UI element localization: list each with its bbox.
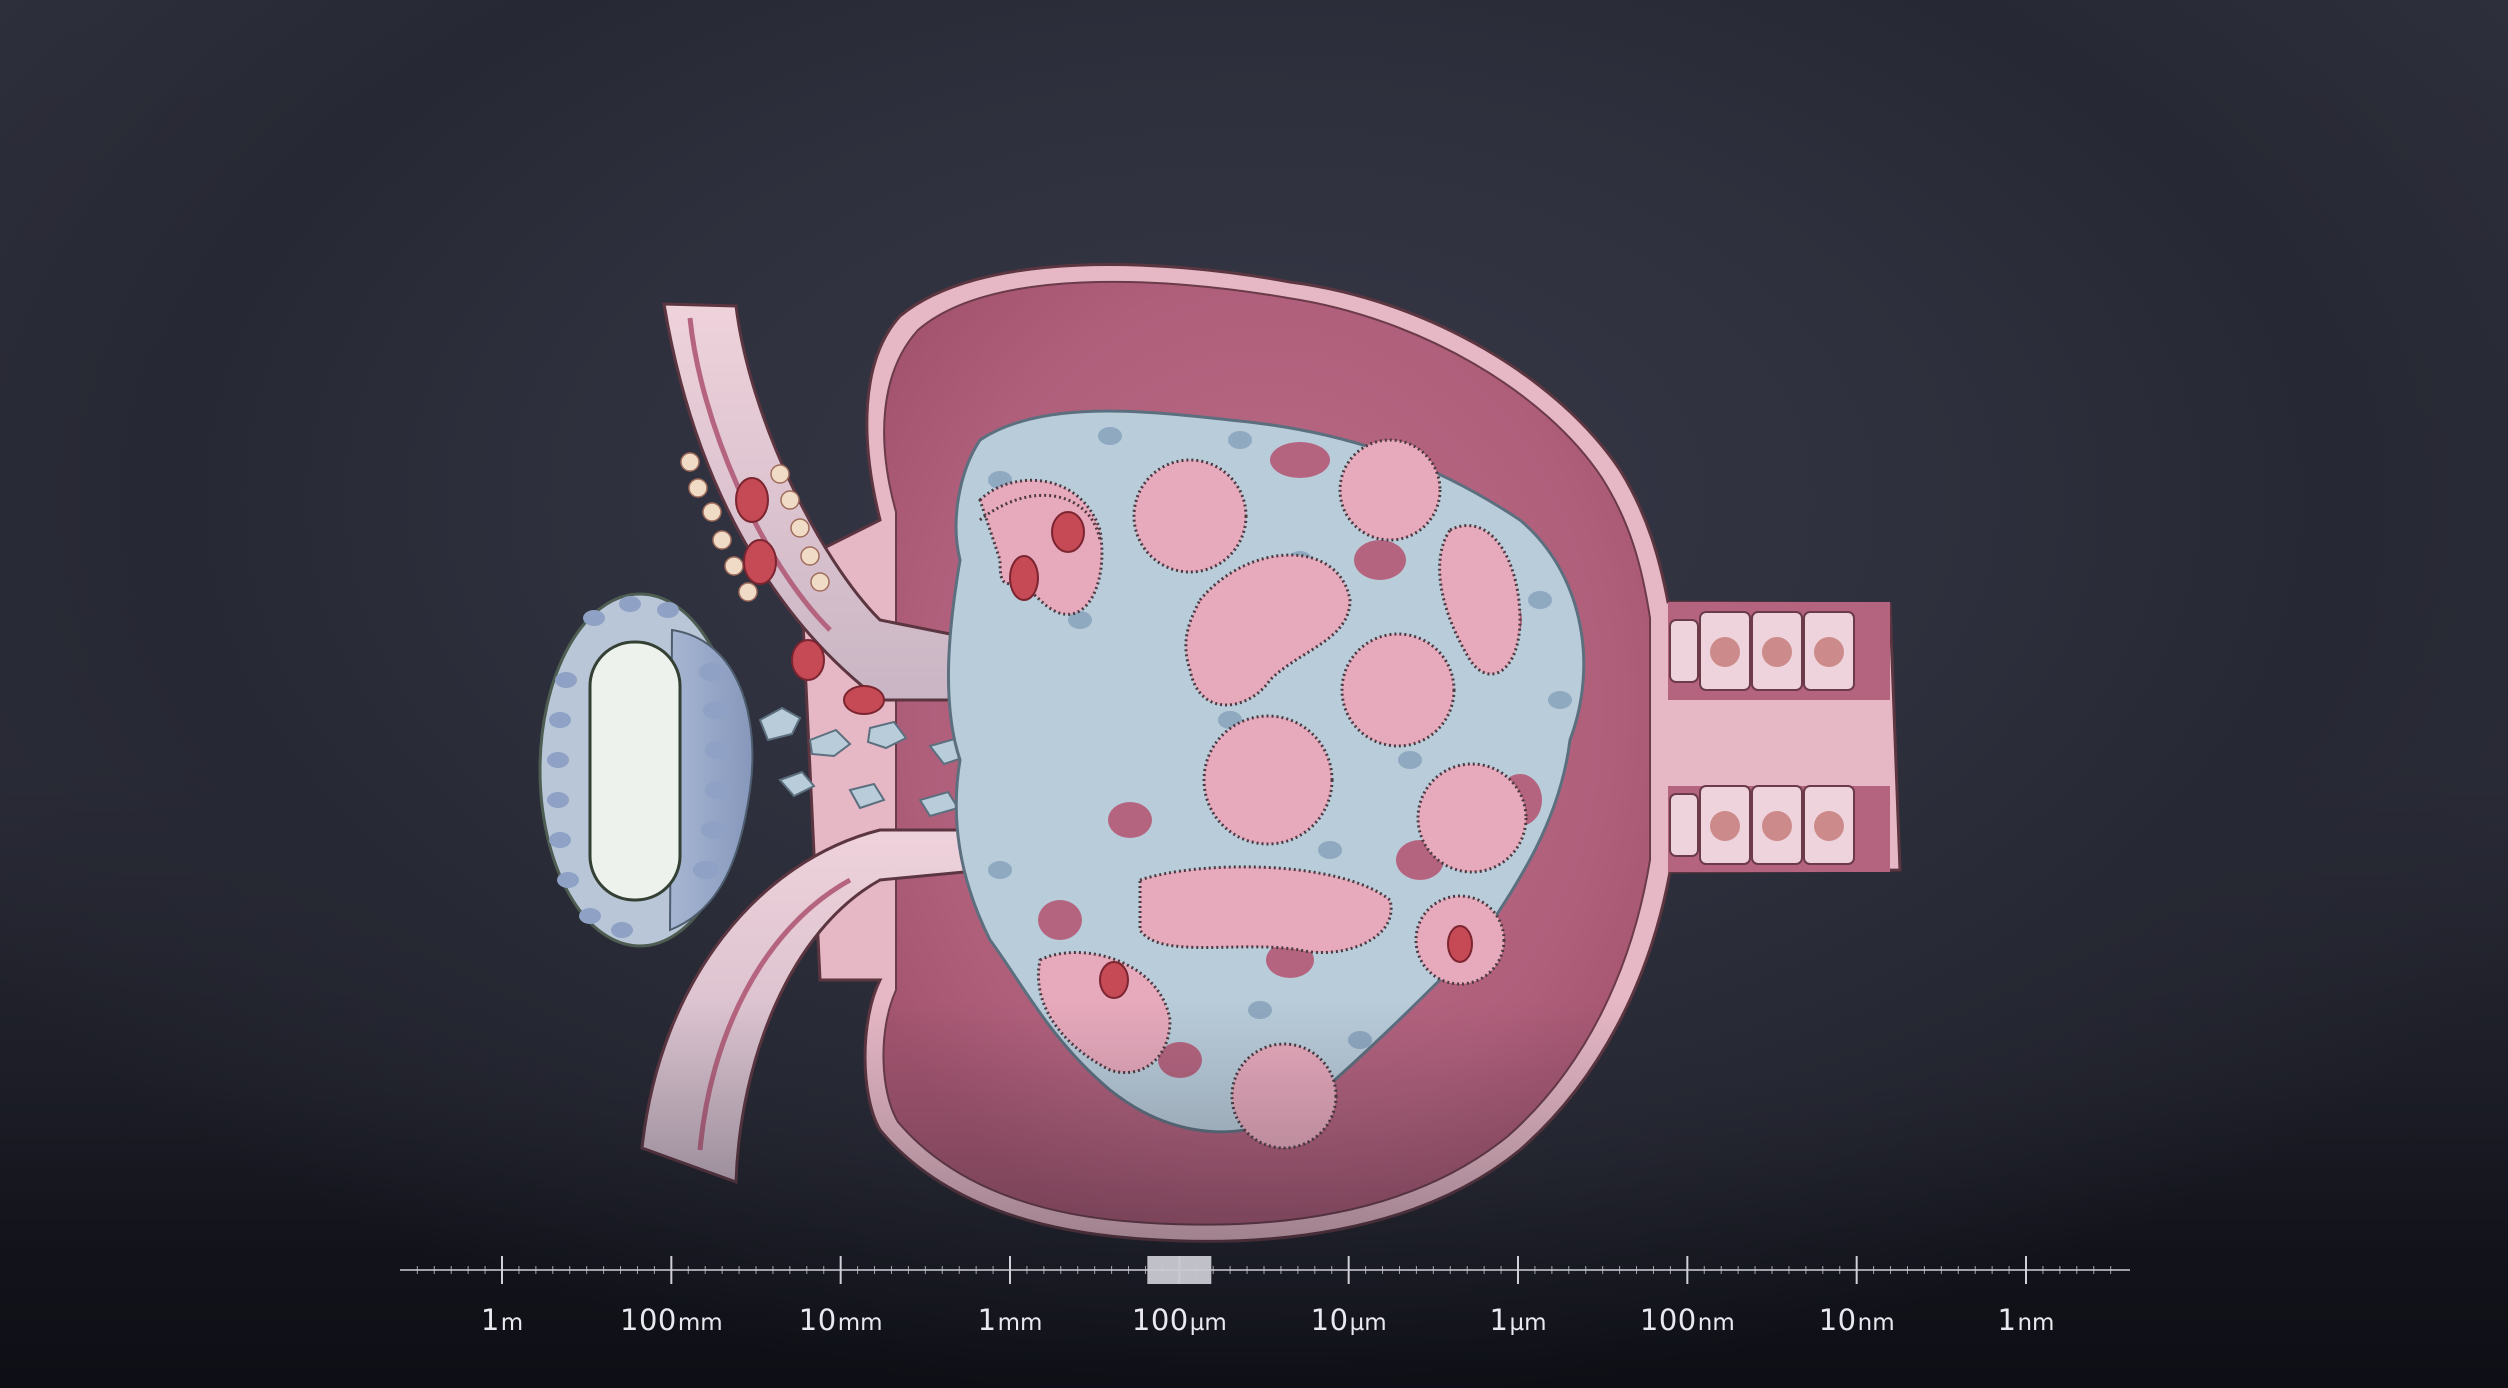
scale-label-unit: nm	[1857, 1310, 1895, 1336]
scale-label-1mm[interactable]	[978, 1298, 1043, 1347]
scale-label-unit: nm	[1697, 1310, 1735, 1336]
macula-densa	[540, 594, 752, 946]
scale-label-number: 1	[480, 1303, 500, 1337]
scale-label-unit: µm	[1509, 1310, 1547, 1336]
scale-label-unit: m	[500, 1310, 524, 1336]
scale-label-number: 100	[1639, 1303, 1697, 1337]
scale-label-number: 10	[1818, 1303, 1857, 1337]
scale-label-10µm[interactable]	[1311, 1298, 1387, 1347]
scale-label-unit: nm	[2017, 1310, 2055, 1336]
scale-label-10mm[interactable]	[799, 1298, 883, 1347]
scale-label-100mm[interactable]	[620, 1298, 723, 1347]
scale-label-number: 1	[1997, 1303, 2017, 1337]
scale-label-unit: mm	[997, 1310, 1043, 1336]
scale-label-number: 10	[798, 1303, 837, 1337]
scale-label-unit: µm	[1349, 1310, 1387, 1336]
scale-label-number: 100	[1131, 1303, 1189, 1337]
scale-label-number: 1	[1489, 1303, 1509, 1337]
scale-label-1nm[interactable]	[1998, 1298, 2055, 1347]
scale-label-number: 10	[1310, 1303, 1349, 1337]
scale-label-1m[interactable]	[481, 1298, 523, 1347]
scale-label-100µm[interactable]	[1132, 1298, 1227, 1347]
scale-label-unit: mm	[677, 1310, 723, 1336]
scale-label-unit: µm	[1189, 1310, 1227, 1336]
scale-label-number: 1	[977, 1303, 997, 1337]
scale-label-number: 100	[619, 1303, 677, 1337]
scale-label-10nm[interactable]	[1819, 1298, 1895, 1347]
scale-label-unit: mm	[837, 1310, 883, 1336]
scale-label-1µm[interactable]	[1490, 1298, 1547, 1347]
scale-labels	[0, 1298, 2508, 1342]
scale-label-100nm[interactable]	[1640, 1298, 1735, 1347]
scale-selector[interactable]	[1147, 1256, 1211, 1284]
